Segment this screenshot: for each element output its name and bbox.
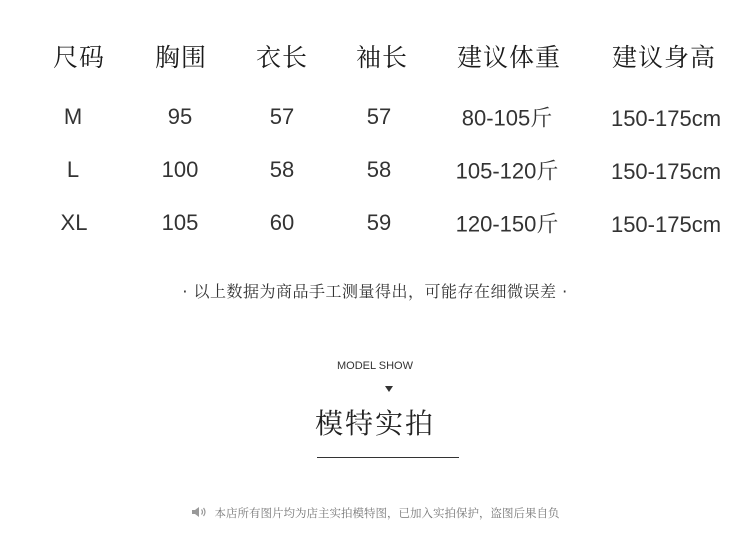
cell-length: 57 bbox=[269, 104, 295, 129]
model-show-title: 模特实拍 bbox=[314, 407, 435, 440]
measurement-note: · 以上数据为商品手工测量得出，可能存在细微误差 · bbox=[182, 282, 568, 301]
header-height: 建议身高 bbox=[611, 43, 717, 72]
cell-height: 150-175cm bbox=[610, 212, 722, 237]
cell-length: 58 bbox=[269, 157, 295, 182]
cell-size: XL bbox=[60, 210, 88, 235]
cell-height: 150-175cm bbox=[610, 106, 722, 131]
header-length: 衣长 bbox=[255, 43, 309, 72]
cell-size: M bbox=[63, 104, 83, 129]
cell-sleeve: 59 bbox=[366, 210, 392, 235]
cell-chest: 105 bbox=[161, 210, 199, 235]
cell-chest: 100 bbox=[161, 157, 199, 182]
cell-sleeve: 57 bbox=[366, 104, 392, 129]
cell-chest: 95 bbox=[167, 104, 193, 129]
cell-weight: 105-120斤 bbox=[455, 158, 559, 184]
cell-height: 150-175cm bbox=[610, 159, 722, 184]
header-size: 尺码 bbox=[52, 43, 106, 72]
header-weight: 建议体重 bbox=[456, 43, 562, 72]
speaker-icon bbox=[191, 506, 209, 521]
header-sleeve: 袖长 bbox=[355, 43, 409, 72]
cell-weight: 80-105斤 bbox=[461, 105, 553, 131]
cell-length: 60 bbox=[269, 210, 295, 235]
model-show-label: MODEL SHOW bbox=[337, 360, 413, 372]
cell-weight: 120-150斤 bbox=[455, 211, 559, 237]
title-underline bbox=[317, 457, 459, 458]
cell-sleeve: 58 bbox=[366, 157, 392, 182]
copyright-disclaimer bbox=[0, 505, 750, 521]
disclaimer-text: 本店所有图片均为店主实拍模特图，已加入实拍保护，盗图后果自负 bbox=[214, 506, 560, 520]
cell-size: L bbox=[66, 157, 80, 182]
header-chest: 胸围 bbox=[154, 43, 208, 72]
triangle-down-icon bbox=[385, 386, 393, 392]
